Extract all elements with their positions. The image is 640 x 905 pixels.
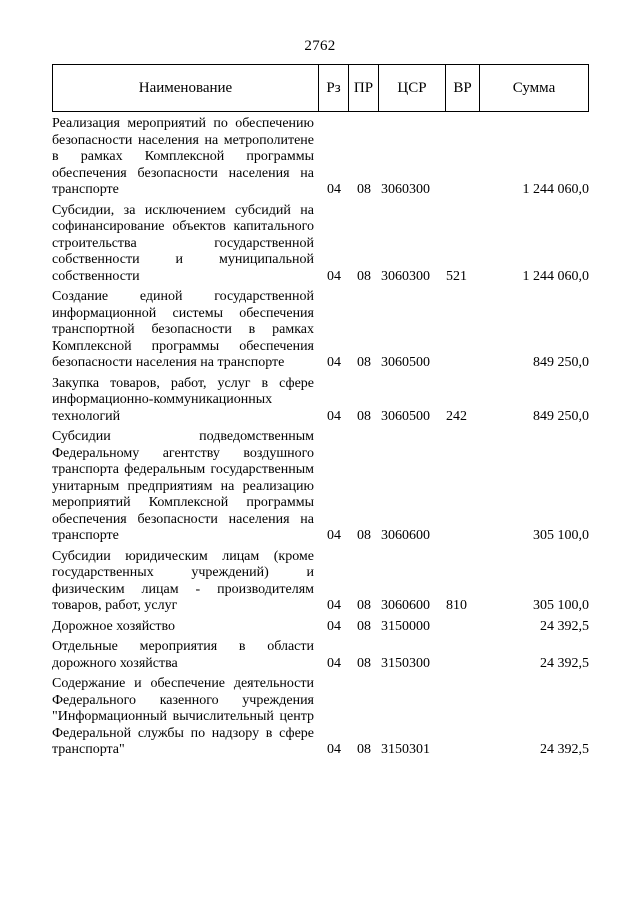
- table-row: [52, 549, 589, 615]
- row-name: Отдельные мероприятия в области дорожного хозяйства: [52, 639, 314, 671]
- row-sum: 849 250,0: [533, 408, 589, 424]
- row-pr: 08: [357, 182, 371, 197]
- row-csr: 3060300: [381, 268, 430, 284]
- table-header: [52, 64, 589, 112]
- table-row: [52, 203, 589, 286]
- row-csr: 3060500: [381, 408, 430, 424]
- row-name: Субсидии, за исключением субсидий на софинансирование объектов капитального строительства государственной собственности и муниципальной собственности: [52, 202, 314, 284]
- header-vr: ВР: [445, 65, 479, 111]
- row-name: Субсидии подведомственным Федеральному агентству воздушного транспорта федеральным государственным унитарным предприятиям на реализацию мероприятий Комплексной программы обеспечения безопасности населения на транспорте: [52, 429, 314, 543]
- row-name: Реализация мероприятий по обеспечению безопасности населения на метрополитене в рамках Комплексной программы обеспечения безопасности населения на транспорте: [52, 116, 314, 197]
- row-sum: 1 244 060,0: [522, 182, 589, 197]
- row-pr: 08: [357, 655, 371, 671]
- header-sum: Сумма: [479, 65, 588, 111]
- row-pr: 08: [357, 355, 371, 370]
- header-rz: Рз: [318, 65, 348, 111]
- row-sum: 849 250,0: [533, 355, 589, 370]
- table-row: [52, 429, 589, 545]
- header-pr: ПР: [348, 65, 378, 111]
- row-name: Закупка товаров, работ, услуг в сфере информационно-коммуникационных технологий: [52, 375, 314, 424]
- row-csr: 3060600: [381, 598, 430, 613]
- row-vr: 521: [446, 268, 467, 284]
- header-name: Наименование: [138, 79, 233, 96]
- row-rz: 04: [327, 618, 341, 634]
- row-name: Субсидии юридическим лицам (кроме государственных учреждений) и физическим лицам - производителям товаров, работ, услуг: [52, 548, 314, 613]
- row-pr: 08: [357, 618, 371, 634]
- row-name: Содержание и обеспечение деятельности Федерального казенного учреждения "Информационный вычислительный центр Федеральной службы по надзору в сфере транспорта": [52, 676, 314, 757]
- row-sum: 24 392,5: [540, 742, 589, 757]
- row-pr: 08: [357, 528, 371, 543]
- row-rz: 04: [327, 408, 341, 424]
- table-row: [52, 289, 589, 372]
- row-csr: 3060500: [381, 355, 430, 370]
- page-number: 2762: [304, 38, 336, 54]
- table-row: [52, 619, 589, 636]
- row-pr: 08: [357, 742, 371, 757]
- row-sum: 24 392,5: [540, 655, 589, 671]
- row-vr: 810: [446, 598, 467, 613]
- table-row: [52, 116, 589, 199]
- row-csr: 3150300: [381, 655, 430, 671]
- table-body: [52, 116, 589, 763]
- row-name: Дорожное хозяйство: [52, 618, 176, 634]
- row-sum: 305 100,0: [533, 598, 589, 613]
- row-sum: 305 100,0: [533, 528, 589, 543]
- row-sum: 1 244 060,0: [522, 268, 589, 284]
- row-csr: 3150000: [381, 618, 430, 634]
- table-row: [52, 376, 589, 426]
- row-name: Создание единой государственной информационной системы обеспечения транспортной безопасности в рамках Комплексной программы обеспечения безопасности населения на транспорте: [52, 289, 314, 370]
- row-vr: 242: [446, 408, 467, 424]
- table-row: [52, 676, 589, 759]
- row-rz: 04: [327, 355, 341, 370]
- row-csr: 3060300: [381, 182, 430, 197]
- row-sum: 24 392,5: [540, 618, 589, 634]
- row-pr: 08: [357, 268, 371, 284]
- row-rz: 04: [327, 528, 341, 543]
- row-rz: 04: [327, 742, 341, 757]
- row-csr: 3150301: [381, 742, 430, 757]
- row-rz: 04: [327, 598, 341, 613]
- row-rz: 04: [327, 182, 341, 197]
- table-row: [52, 639, 589, 672]
- row-pr: 08: [357, 598, 371, 613]
- row-rz: 04: [327, 655, 341, 671]
- header-csr: ЦСР: [378, 65, 445, 111]
- row-pr: 08: [357, 408, 371, 424]
- row-csr: 3060600: [381, 528, 430, 543]
- row-rz: 04: [327, 268, 341, 284]
